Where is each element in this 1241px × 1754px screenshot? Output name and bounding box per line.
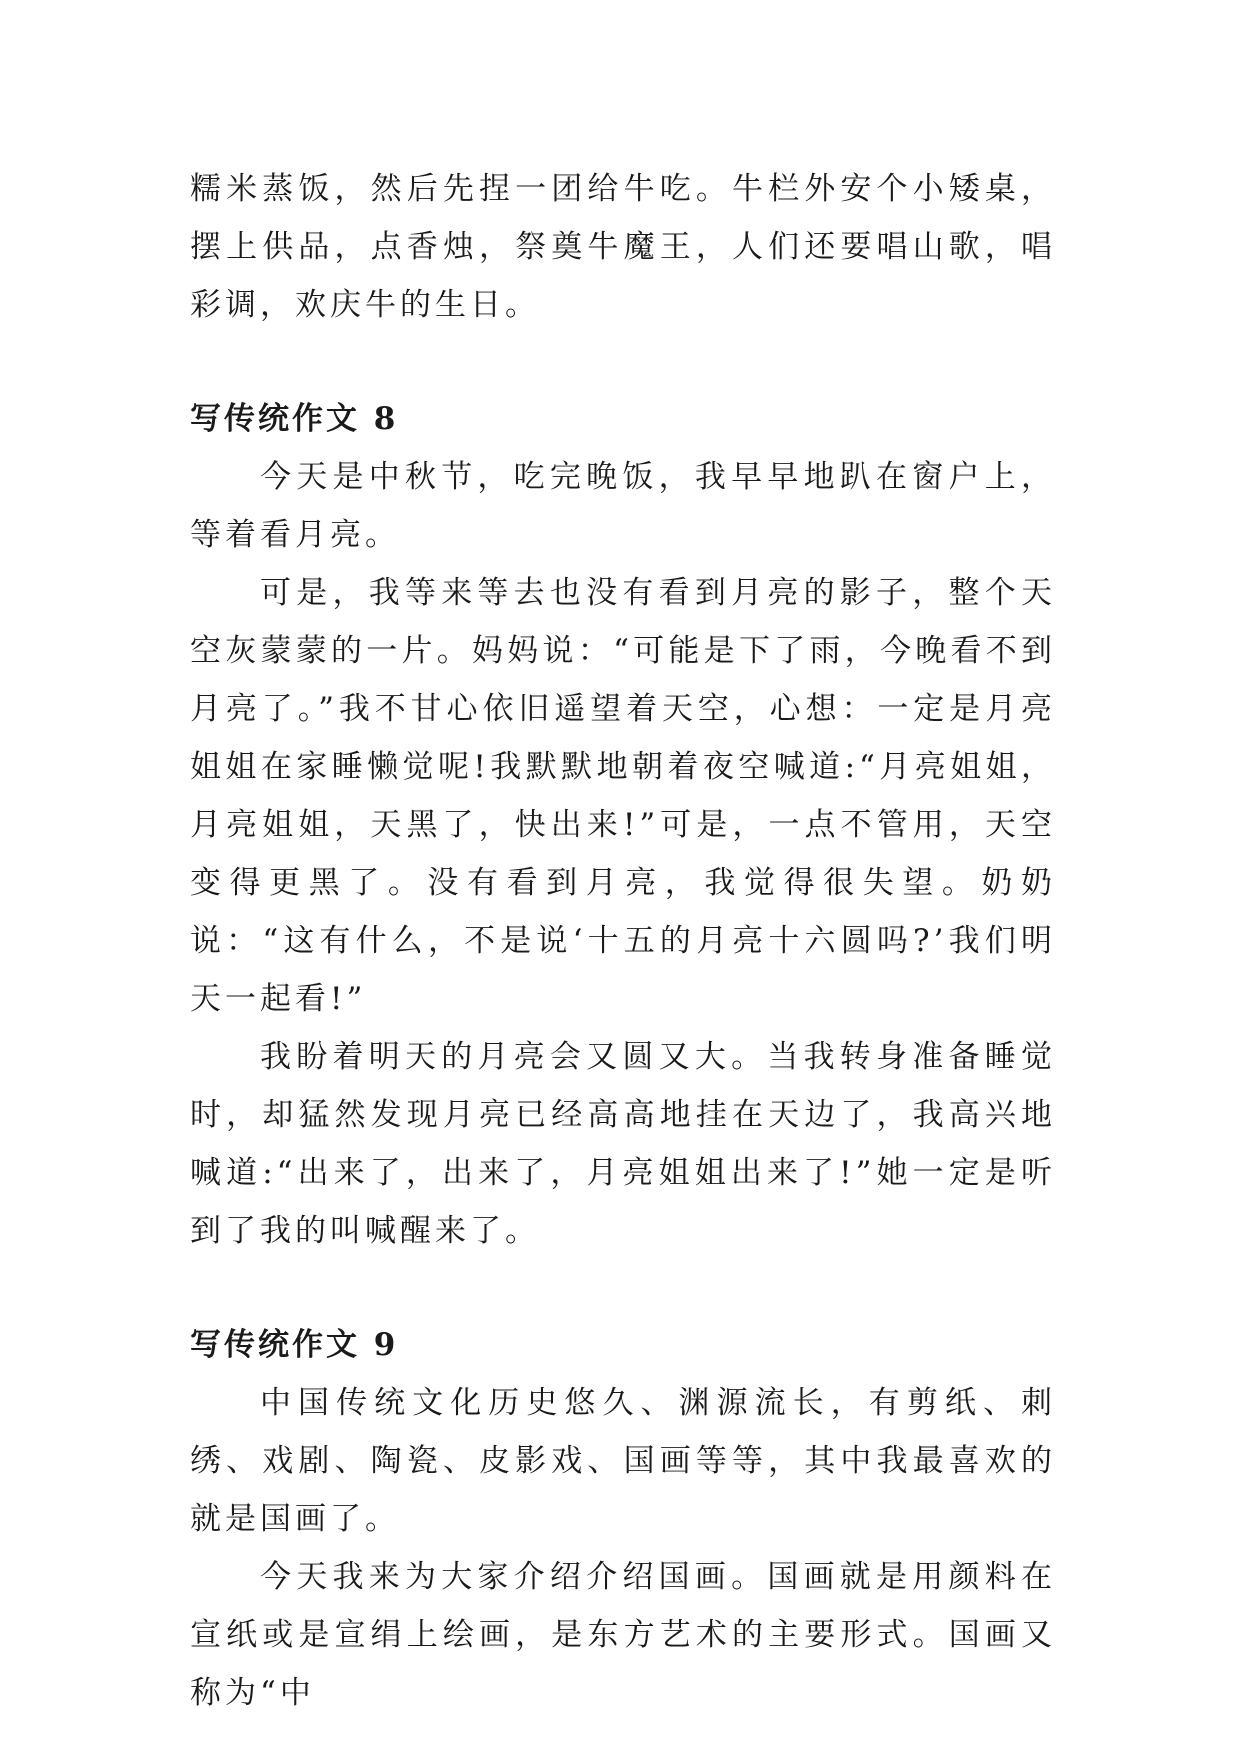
section-spacer xyxy=(190,1260,1056,1316)
paragraph: 可是，我等来等去也没有看到月亮的影子，整个天空灰蒙蒙的一片。妈妈说：“可能是下了雨，今晚看不到月亮了。”我不甘心依旧遥望着天空，心想：一定是月亮姐姐在家睡懒觉呢!我默默地朝着夜空喊道:“月亮姐姐，月亮姐姐，天黑了，快出来!”可是，一点不管用，天空变得更黑了。没有看到月亮，我觉得很失望。奶奶说：“这有什么，不是说‘十五的月亮十六圆吗?’我们明天一起看!” xyxy=(190,575,1056,1017)
paragraph: 今天我来为大家介绍介绍国画。国画就是用颜料在宣纸或是宣绢上绘画，是东方艺术的主要形式。国画又称为“中 xyxy=(190,1559,1056,1711)
paragraph: 我盼着明天的月亮会又圆又大。当我转身准备睡觉时，却猛然发现月亮已经高高地挂在天边了，我高兴地喊道:“出来了，出来了，月亮姐姐出来了!”她一定是听到了我的叫喊醒来了。 xyxy=(190,1039,1056,1249)
paragraph: 中国传统文化历史悠久、渊源流长，有剪纸、刺绣、戏剧、陶瓷、皮影戏、国画等等，其中我最喜欢的就是国画了。 xyxy=(190,1385,1056,1537)
essay-section-9 xyxy=(190,1316,1056,1722)
section-heading: 写传统作文 8 xyxy=(190,401,399,437)
paragraph: 今天是中秋节，吃完晚饭，我早早地趴在窗户上，等着看月亮。 xyxy=(190,459,1056,553)
document-body xyxy=(190,160,1056,1722)
essay-section-8 xyxy=(190,390,1056,1260)
intro-paragraph: 糯米蒸饭，然后先捏一团给牛吃。牛栏外安个小矮桌，摆上供品，点香烛，祭奠牛魔王，人们还要唱山歌，唱彩调，欢庆牛的生日。 xyxy=(190,171,1056,323)
section-spacer xyxy=(190,334,1056,390)
section-heading: 写传统作文 9 xyxy=(190,1327,399,1363)
